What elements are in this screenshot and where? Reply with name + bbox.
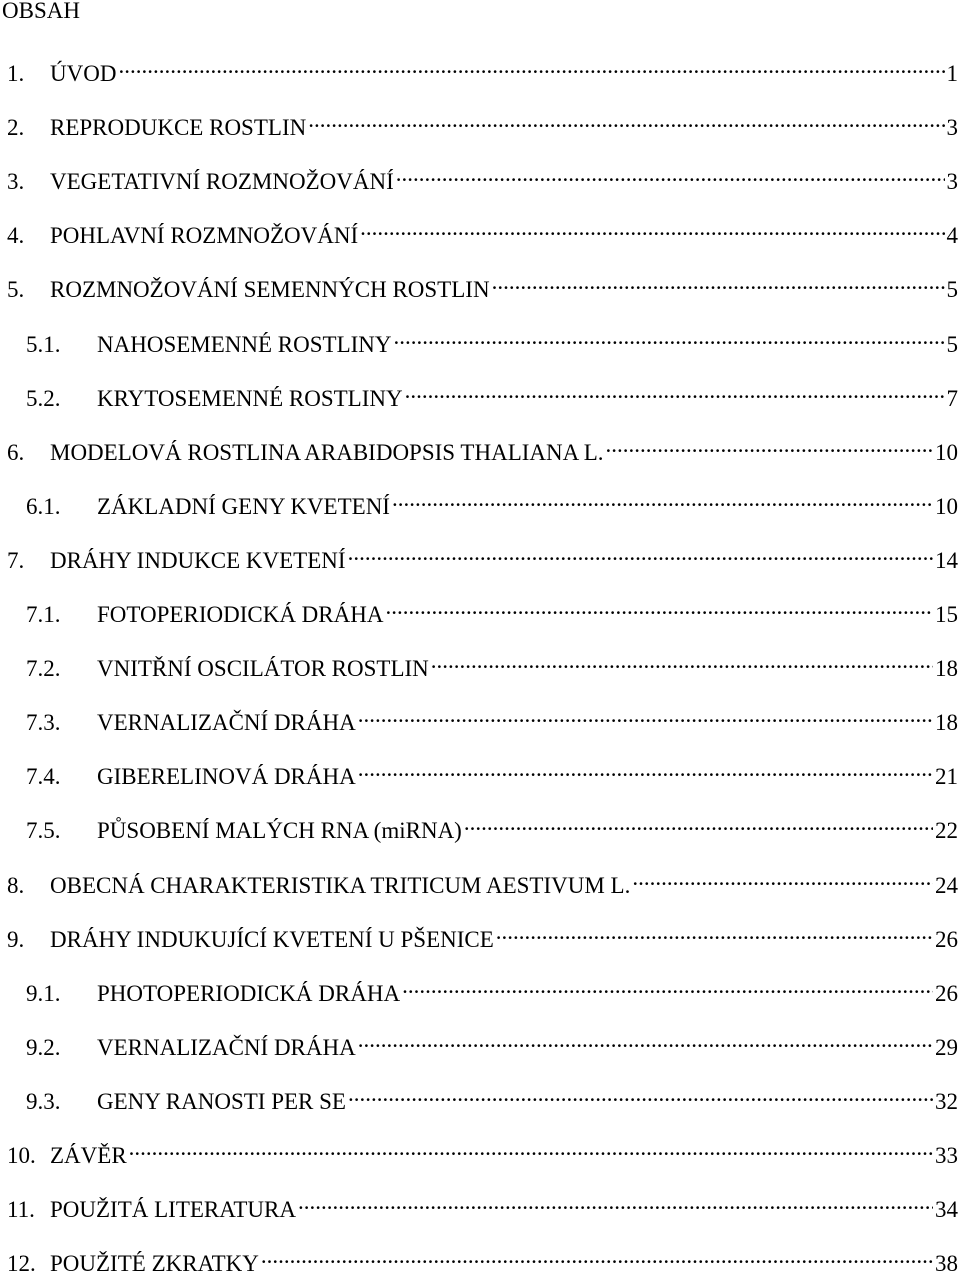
toc-entry-number: 1. (7, 61, 25, 86)
toc-dot-leader (118, 51, 944, 81)
toc-entry-title: GIBERELINOVÁ DRÁHA (97, 764, 356, 790)
toc-dot-leader (405, 376, 945, 406)
toc-entry-page-number: 24 (935, 872, 958, 898)
toc-dot-leader (431, 646, 933, 676)
toc-entry-number: 9.1. (26, 980, 61, 1006)
toc-entry[interactable] (0, 376, 958, 411)
toc-dot-leader (606, 430, 933, 460)
toc-entry-page-number: 1 (946, 61, 958, 86)
toc-entry-page-number: 14 (935, 547, 958, 573)
toc-entry[interactable] (0, 51, 958, 86)
toc-entry-title: FOTOPERIODICKÁ DRÁHA (97, 602, 384, 627)
toc-entry-title: POUŽITÁ LITERATURA (50, 1197, 296, 1223)
toc-dot-leader (385, 592, 933, 622)
toc-entry-page-number: 26 (935, 926, 958, 952)
toc-entry-title: VNITŘNÍ OSCILÁTOR ROSTLIN (97, 656, 429, 682)
toc-entry-title: VERNALIZAČNÍ DRÁHA (97, 710, 356, 736)
toc-entry[interactable] (0, 1241, 958, 1277)
toc-entry-title: KRYTOSEMENNÉ ROSTLINY (97, 385, 403, 411)
toc-entry-page-number: 10 (935, 439, 958, 465)
toc-entry-page-number: 34 (935, 1197, 958, 1223)
toc-entry-page-number: 29 (935, 1034, 958, 1060)
toc-entry[interactable] (0, 592, 958, 627)
page-title: OBSAH (2, 0, 80, 23)
toc-entry-number: 8. (7, 872, 25, 898)
toc-dot-leader (358, 754, 933, 784)
toc-entry-page-number: 21 (935, 764, 958, 790)
toc-entry-number: 7.4. (26, 764, 61, 790)
toc-entry-title: MODELOVÁ ROSTLINA ARABIDOPSIS THALIANA L. (50, 439, 604, 465)
toc-entry-page-number: 3 (946, 169, 958, 195)
toc-dot-leader (394, 322, 945, 352)
toc-dot-leader (308, 105, 944, 135)
toc-dot-leader (632, 863, 933, 893)
toc-entry-page-number: 7 (946, 385, 958, 411)
toc-dot-leader (396, 159, 945, 189)
toc-dot-leader (402, 971, 933, 1001)
toc-entry-page-number: 5 (946, 331, 958, 357)
toc-entry-page-number: 26 (935, 980, 958, 1006)
toc-entry-number: 7.1. (26, 602, 61, 627)
toc-entry-number: 7.3. (26, 710, 61, 736)
toc-entry[interactable] (0, 430, 958, 465)
toc-entry-number: 6.1. (26, 493, 61, 519)
toc-entry-number: 7.5. (26, 818, 61, 844)
toc-entry-title: VEGETATIVNÍ ROZMNOŽOVÁNÍ (50, 169, 394, 195)
toc-entry[interactable] (0, 808, 958, 844)
toc-entry-page-number: 15 (935, 602, 958, 627)
toc-dot-leader (358, 1025, 933, 1055)
toc-entry[interactable] (0, 700, 958, 736)
toc-entry[interactable] (0, 322, 958, 357)
toc-entry-title: GENY RANOSTI PER SE (97, 1088, 346, 1114)
toc-entry-number: 9.3. (26, 1088, 61, 1114)
toc-entry[interactable] (0, 267, 958, 303)
toc-entry-page-number: 38 (935, 1251, 958, 1277)
toc-entry-title: ZÁKLADNÍ GENY KVETENÍ (97, 493, 390, 519)
toc-entry[interactable] (0, 105, 958, 141)
toc-entry-number: 5.2. (26, 385, 61, 411)
toc-entry[interactable] (0, 213, 958, 249)
toc-dot-leader (492, 267, 945, 297)
toc-entry-number: 9.2. (26, 1034, 61, 1060)
toc-entry-page-number: 5 (946, 277, 958, 303)
toc-entry[interactable] (0, 863, 958, 898)
toc-entry-number: 7. (7, 547, 25, 573)
toc-dot-leader (496, 917, 933, 947)
toc-entry[interactable] (0, 754, 958, 790)
toc-dot-leader (348, 1079, 933, 1109)
toc-entry-number: 5.1. (26, 331, 61, 357)
toc-entry[interactable] (0, 646, 958, 682)
toc-entry-title: OBECNÁ CHARAKTERISTIKA TRITICUM AESTIVUM L. (50, 872, 631, 898)
toc-entry-title: POUŽITÉ ZKRATKY (50, 1251, 259, 1277)
toc-entry[interactable] (0, 159, 958, 195)
toc-entry-page-number: 3 (946, 115, 958, 141)
toc-entry-page-number: 10 (935, 493, 958, 519)
toc-dot-leader (129, 1133, 933, 1163)
toc-entry-number: 2. (7, 115, 25, 141)
toc-dot-leader (360, 213, 944, 243)
toc-entry-title: ÚVOD (50, 61, 117, 86)
toc-entry-title: ROZMNOŽOVÁNÍ SEMENNÝCH ROSTLIN (50, 277, 490, 303)
toc-entry-title: DRÁHY INDUKCE KVETENÍ (50, 547, 346, 573)
toc-entry-page-number: 33 (935, 1143, 958, 1168)
toc-entry[interactable] (0, 538, 958, 573)
toc-entry-number: 7.2. (26, 656, 61, 682)
toc-entry-page-number: 32 (935, 1088, 958, 1114)
toc-entry-number: 12. (7, 1251, 36, 1277)
toc-entry-number: 5. (7, 277, 25, 303)
toc-entry-page-number: 18 (935, 656, 958, 682)
toc-entry-title: ZÁVĚR (50, 1143, 127, 1168)
toc-entry-number: 9. (7, 926, 25, 952)
toc-entry-number: 4. (7, 223, 25, 249)
toc-entry-page-number: 4 (946, 223, 958, 249)
toc-entry[interactable] (0, 971, 958, 1006)
toc-entry-title: DRÁHY INDUKUJÍCÍ KVETENÍ U PŠENICE (50, 926, 494, 952)
toc-entry[interactable] (0, 917, 958, 952)
toc-entry-number: 11. (7, 1197, 35, 1223)
toc-dot-leader (392, 484, 933, 514)
toc-entry-number: 6. (7, 439, 25, 465)
toc-entry-title: VERNALIZAČNÍ DRÁHA (97, 1034, 356, 1060)
toc-entry-title: PHOTOPERIODICKÁ DRÁHA (97, 980, 401, 1006)
toc-entry-page-number: 22 (935, 818, 958, 844)
toc-entry[interactable] (0, 1079, 958, 1114)
toc-dot-leader (261, 1241, 933, 1271)
toc-entry-title: REPRODUKCE ROSTLIN (50, 115, 307, 141)
toc-dot-leader (298, 1187, 933, 1217)
toc-entry-number: 10. (7, 1143, 36, 1168)
toc-entry[interactable] (0, 484, 958, 519)
toc-entry-title: PŮSOBENÍ MALÝCH RNA (miRNA) (97, 818, 462, 844)
toc-entry-title: POHLAVNÍ ROZMNOŽOVÁNÍ (50, 223, 359, 249)
toc-entry[interactable] (0, 1187, 958, 1223)
toc-entry[interactable] (0, 1025, 958, 1060)
toc-entry-page-number: 18 (935, 710, 958, 736)
toc-dot-leader (464, 808, 933, 838)
toc-dot-leader (358, 700, 933, 730)
toc-entry-number: 3. (7, 169, 25, 195)
toc-entry-title: NAHOSEMENNÉ ROSTLINY (97, 331, 392, 357)
toc-dot-leader (348, 538, 933, 568)
toc-entry[interactable] (0, 1133, 958, 1168)
